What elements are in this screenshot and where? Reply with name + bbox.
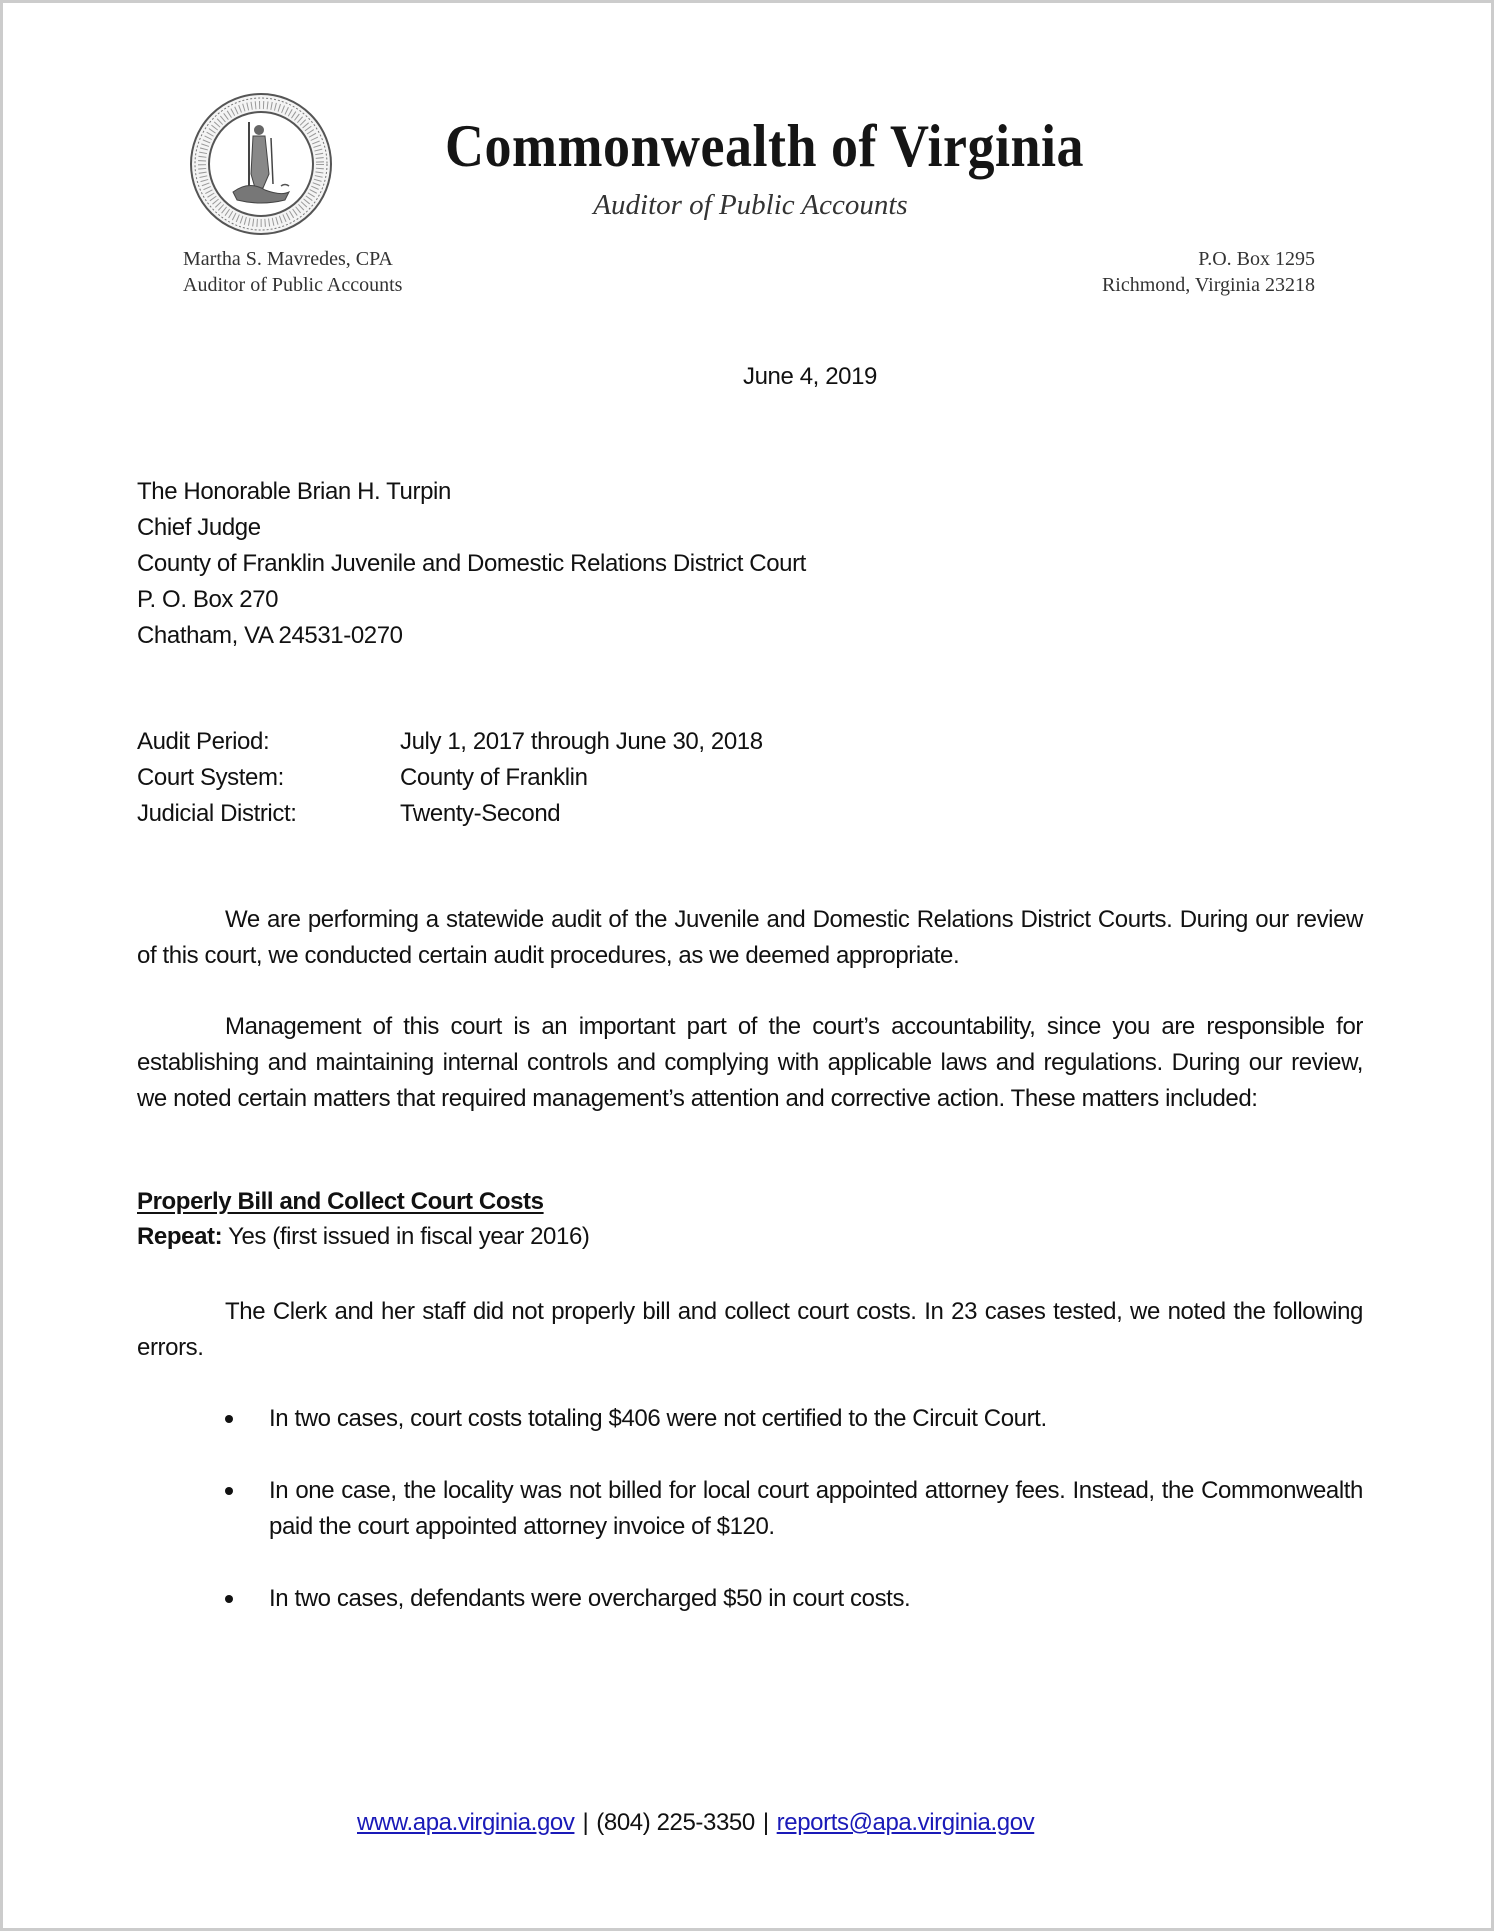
letter-date: June 4, 2019: [743, 363, 877, 390]
addressee-name: The Honorable Brian H. Turpin: [137, 478, 451, 505]
intro-paragraph: [137, 902, 1363, 974]
office-city-state: Richmond, Virginia 23218: [1101, 274, 1315, 296]
office-po-box: P.O. Box 1295: [1198, 248, 1315, 270]
repeat-label: Repeat:: [137, 1223, 223, 1250]
intro-paragraph-text: We are performing a statewide audit of the Juvenile and Domestic Relations District Courts. During our review of this court, we conducted certain audit procedures, as we deemed appropriate.: [137, 906, 1363, 969]
finding-description: [137, 1294, 1363, 1366]
addressee-block: [137, 474, 806, 654]
auditor-title: Auditor of Public Accounts: [183, 274, 403, 296]
virginia-seal-icon: [189, 92, 333, 236]
addressee-city: Chatham, VA 24531-0270: [137, 622, 403, 649]
finding-description-text: The Clerk and her staff did not properly bill and collect court costs. In 23 cases tested, we noted the following errors.: [137, 1298, 1363, 1361]
repeat-value: Yes (first issued in fiscal year 2016): [222, 1223, 590, 1250]
list-item: [137, 1473, 1363, 1545]
addressee-title: Chief Judge: [137, 514, 261, 541]
letterhead-subtitle: Auditor of Public Accounts: [593, 189, 908, 221]
footer-separator: |: [582, 1809, 589, 1836]
addressee-court: County of Franklin Juvenile and Domestic Relations District Court: [137, 550, 806, 577]
bullet-icon: [225, 1595, 233, 1603]
audit-period-value: July 1, 2017 through June 30, 2018: [400, 728, 763, 755]
website-link[interactable]: www.apa.virginia.gov: [357, 1809, 575, 1836]
management-paragraph: [137, 1009, 1363, 1117]
footer-contact: [357, 1809, 1034, 1837]
auditor-name-block: [183, 246, 402, 298]
list-item: [137, 1401, 1363, 1437]
office-address-block: [1102, 246, 1315, 298]
audit-period-row: [137, 724, 837, 760]
footer-separator: |: [762, 1809, 769, 1836]
court-system-label: Court System:: [137, 764, 284, 791]
audit-info-block: [137, 724, 837, 832]
bullet-text: In two cases, court costs totaling $406 were not certified to the Circuit Court.: [269, 1405, 1047, 1432]
judicial-district-row: [137, 796, 837, 832]
phone-number: (804) 225-3350: [596, 1809, 755, 1836]
addressee-po-box: P. O. Box 270: [137, 586, 279, 613]
bullet-text: In one case, the locality was not billed for local court appointed attorney fees. Instead, the Commonwealth paid the court appointed attorney invoice of $120.: [269, 1477, 1363, 1540]
court-system-row: [137, 760, 837, 796]
list-item: [137, 1581, 1363, 1617]
finding-heading: Properly Bill and Collect Court Costs: [137, 1188, 544, 1215]
auditor-name: Martha S. Mavredes, CPA: [183, 248, 393, 270]
bullet-icon: [225, 1415, 233, 1423]
bullet-icon: [225, 1487, 233, 1495]
bullet-text: In two cases, defendants were overcharged $50 in court costs.: [269, 1585, 911, 1612]
finding-bullet-list: [137, 1401, 1363, 1653]
email-link[interactable]: reports@apa.virginia.gov: [776, 1809, 1035, 1836]
court-system-value: County of Franklin: [400, 764, 588, 791]
judicial-district-value: Twenty-Second: [400, 800, 561, 827]
finding-repeat: [137, 1223, 590, 1251]
audit-period-label: Audit Period:: [137, 728, 270, 755]
management-paragraph-text: Management of this court is an important part of the court’s accountability, since you are responsible for establishing and maintaining internal controls and complying with applicable laws and regulations. During our review, we noted certain matters that required management’s attention and corrective action. These matters included:: [137, 1013, 1363, 1112]
judicial-district-label: Judicial District:: [137, 800, 297, 827]
letterhead-title: Commonwealth of Virginia: [445, 112, 1084, 180]
